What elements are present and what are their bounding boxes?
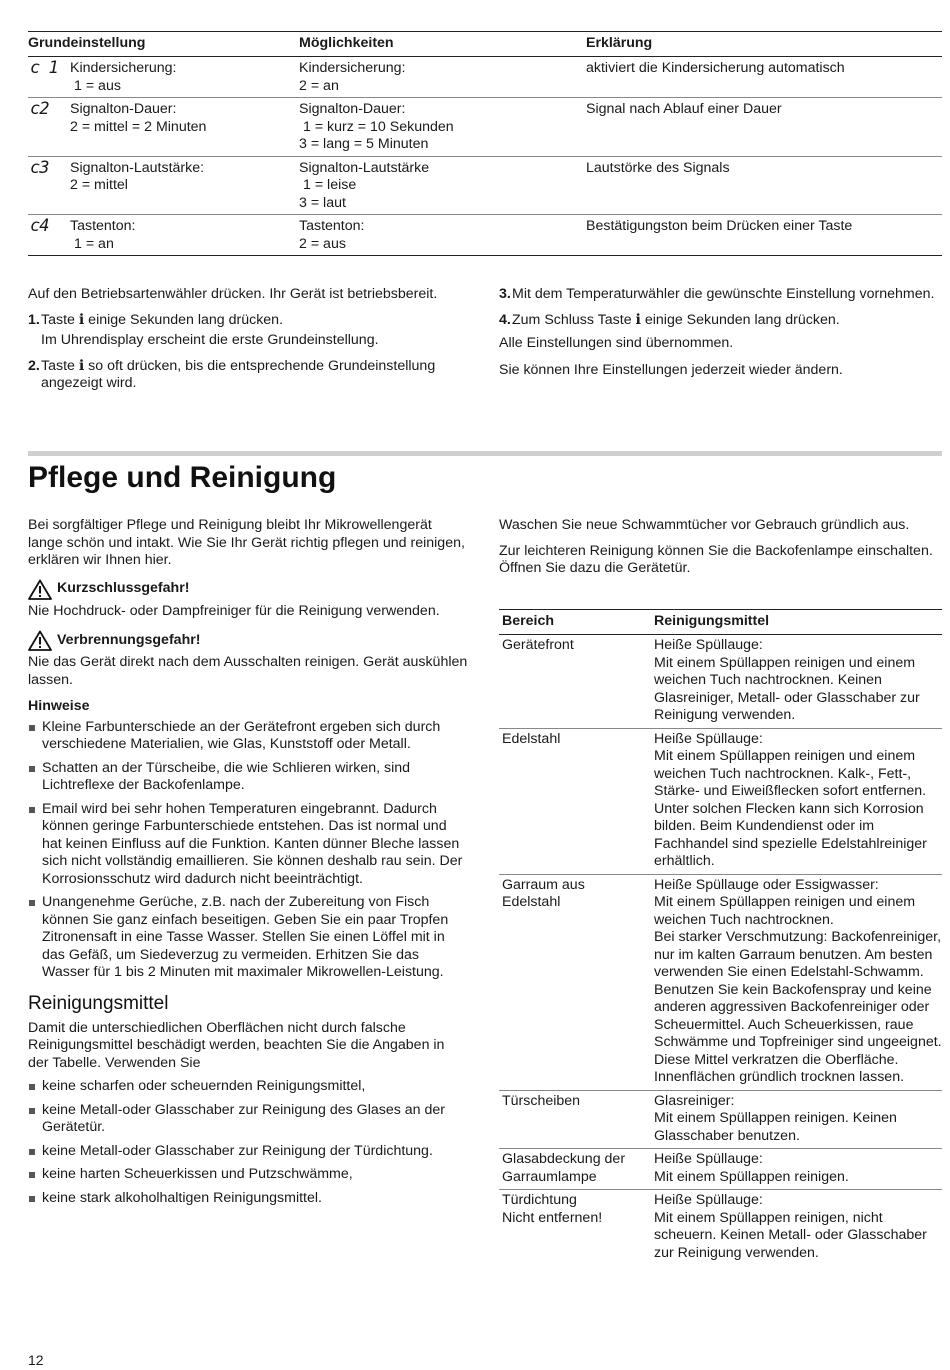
agent-cell: Heiße Spüllauge: Mit einem Spüllappen reinigen und einem weichen Tuch nachtrocknen. Keinen Glasreiniger, Metall- oder Glasschaber zur Reinigung verwenden. (654, 637, 920, 723)
instructions-note: Sie können Ihre Einstellungen jederzeit wieder ändern. (499, 361, 843, 378)
step-text: Taste ℹ einige Sekunden lang drücken. (41, 311, 284, 328)
instructions-done: Alle Einstellungen sind übernommen. (499, 335, 734, 351)
cleaning-heading: Reinigungsmittel (28, 992, 169, 1014)
option-value: 3 = lang = 5 Minuten (299, 136, 429, 152)
area-cell: Türscheiben (502, 1092, 581, 1109)
option-value: 1 = kurz = 10 Sekunden (303, 118, 454, 135)
care-left-column (28, 517, 468, 1207)
segment-code: c3 (30, 157, 49, 178)
setting-default: 1 = aus (74, 77, 121, 94)
header-agent: Reinigungsmittel (654, 613, 770, 630)
warning-text: Nie Hochdruck- oder Dampfreiniger für die Reinigung verwenden. (28, 602, 440, 619)
instruction-step (28, 312, 468, 350)
step-result: Im Uhrendisplay erscheint die erste Grundeinstellung. (41, 332, 379, 348)
page-number: 12 (28, 1352, 44, 1368)
section-divider (28, 451, 942, 456)
right-intro-text: Waschen Sie neue Schwammtücher vor Gebrauch gründlich aus. (499, 517, 910, 533)
setting-label: Kindersicherung: (70, 60, 177, 76)
setting-default: 2 = mittel = 2 Minuten (70, 118, 207, 135)
area-cell: Edelstahl (502, 730, 561, 747)
care-right-column (499, 517, 939, 578)
explanation: Signal nach Ablauf einer Dauer (586, 101, 782, 117)
cleaning-row (499, 1091, 942, 1150)
option-value: 2 = an (299, 77, 339, 94)
settings-row (28, 215, 942, 256)
instructions-intro: Auf den Betriebsartenwähler drücken. Ihr Gerät ist betriebsbereit. (28, 286, 438, 302)
settings-row (28, 57, 942, 98)
step-text: Taste ℹ so oft drücken, bis die entsprechende Grundeinstellung angezeigt wird. (41, 357, 436, 391)
hints-title: Hinweise (28, 698, 90, 714)
step-text: Zum Schluss Taste ℹ einige Sekunden lang drücken. (512, 311, 840, 328)
warning-title: Verbrennungsgefahr! (57, 631, 201, 648)
instructions-left (28, 286, 468, 393)
cleaning-row (499, 1149, 942, 1190)
avoid-item: keine scharfen oder scheuernden Reinigungsmittel, (28, 1078, 468, 1096)
header-options: Möglichkeiten (299, 35, 394, 52)
segment-code: c4 (30, 216, 49, 236)
hint-item: Email wird bei sehr hohen Temperaturen eingebrannt. Dadurch können geringe Farbunterschiede entstehen. Das ist normal und hat keinen Einfluss auf die Funktion. Kanten dünner Bleche lassen sich nicht vollständig emaillieren. Sie können deshalb rau sein. Der Korrosionsschutz wird dadurch nicht beeinträchtigt. (28, 801, 468, 889)
explanation: Bestätigungston beim Drücken einer Taste (586, 218, 853, 234)
cleaning-intro: Damit die unterschiedlichen Oberflächen nicht durch falsche Reinigungsmittel beschädigt werden, beachten Sie die Angaben in der Tabelle. Verwenden Sie (28, 1019, 445, 1071)
area-cell: Türdichtung Nicht entfernen! (502, 1192, 603, 1226)
cleaning-row (499, 635, 942, 729)
option-value: 3 = laut (299, 194, 346, 211)
setting-default: 2 = mittel (70, 177, 128, 193)
cleaning-table-header (499, 609, 942, 635)
setting-label: Tastenton: (70, 218, 136, 234)
warning-triangle-icon (28, 630, 52, 651)
step-number: 4. (499, 311, 511, 328)
step-number: 2. (28, 357, 40, 374)
option-value: 1 = leise (303, 177, 357, 193)
setting-label: Signalton-Dauer: (70, 101, 177, 117)
section-title: Pflege und Reinigung (28, 461, 337, 494)
settings-table (28, 31, 942, 256)
instructions-right (499, 278, 939, 379)
options-label: Signalton-Lautstärke (299, 159, 430, 176)
agent-cell: Heiße Spüllauge: Mit einem Spüllappen reinigen, nicht scheuern. Keinen Metall- oder Glasschaber zur Reinigung verwenden. (654, 1192, 927, 1261)
hint-item: Unangenehme Gerüche, z.B. nach der Zubereitung von Fisch können Sie ganz einfach beseitigen. Geben Sie ein paar Tropfen Zitronensaft in eine Tasse Wasser. Stellen Sie einen Löffel mit in das Gefäß, um Siedeverzug zu vermeiden. Erhitzen Sie das Wasser für 1 bis 2 Minuten mit maximaler Mikrowellen-Leistung. (28, 894, 468, 982)
settings-table-header (28, 31, 942, 57)
segment-code: c 1 (30, 58, 58, 78)
agent-cell: Heiße Spüllauge: Mit einem Spüllappen reinigen. (654, 1151, 849, 1185)
right-intro-text: Zur leichteren Reinigung können Sie die Backofenlampe einschalten. Öffnen Sie dazu die Gerätetür. (499, 542, 933, 576)
care-intro: Bei sorgfältiger Pflege und Reinigung bleibt Ihr Mikrowellengerät lange schön und intakt. Wie Sie Ihr Gerät richtig pflegen und reinigen, erklären wir Ihnen hier. (28, 517, 465, 568)
area-cell: Gerätefront (502, 637, 574, 653)
cleaning-table (499, 609, 942, 1265)
option-value: 2 = aus (299, 235, 346, 252)
header-explanation: Erklärung (586, 35, 653, 52)
avoid-item: keine Metall-oder Glasschaber zur Reinigung der Türdichtung. (28, 1143, 468, 1161)
setting-default: 1 = an (74, 235, 114, 252)
avoid-list (28, 1078, 468, 1207)
cleaning-row (499, 875, 942, 1091)
header-setting: Grundeinstellung (28, 35, 146, 52)
hint-item: Kleine Farbunterschiede an der Gerätefront ergeben sich durch verschiedene Materialien, wie Glas, Kunststoff oder Metall. (28, 719, 468, 754)
options-label: Kindersicherung: (299, 60, 406, 76)
warning-heading (28, 579, 468, 600)
header-area: Bereich (502, 613, 555, 630)
warning-triangle-icon (28, 579, 52, 600)
hint-item: Schatten an der Türscheibe, die wie Schlieren wirken, sind Lichtreflexe der Backofenlampe. (28, 760, 468, 795)
explanation: aktiviert die Kindersicherung automatisch (586, 60, 845, 76)
warning-heading (28, 630, 468, 651)
cleaning-row (499, 729, 942, 875)
settings-row (28, 157, 942, 216)
setting-label: Signalton-Lautstärke: (70, 159, 205, 176)
avoid-item: keine stark alkoholhaltigen Reinigungsmittel. (28, 1190, 468, 1208)
agent-cell: Heiße Spüllauge oder Essigwasser: Mit einem Spüllappen reinigen und einem weichen Tuch nachtrocknen. Bei starker Verschmutzung: Backofenreiniger, nur im kalten Garraum benutzen. Am besten verwenden Sie einen Edelstahl-Schwamm. Benutzen Sie kein Backofenspray und keine anderen aggressiven Backofenreiniger oder Scheuermittel. Auch Scheuerkissen, raue Schwämme und Topfreiniger sind ungeeignet. Diese Mittel verkratzen die Oberfläche. Innenflächen gründlich trocknen lassen. (654, 876, 942, 1085)
hints-list (28, 719, 468, 982)
agent-cell: Glasreiniger: Mit einem Spüllappen reinigen. Keinen Glasschaber benutzen. (654, 1092, 897, 1144)
warning-text: Nie das Gerät direkt nach dem Ausschalten reinigen. Gerät auskühlen lassen. (28, 654, 468, 688)
segment-code: c2 (30, 99, 49, 119)
instruction-step (499, 312, 939, 330)
instruction-step (499, 286, 939, 304)
step-text: Mit dem Temperaturwähler die gewünschte Einstellung vornehmen. (512, 286, 935, 302)
warning-title: Kurzschlussgefahr! (57, 580, 190, 597)
explanation: Lautstörke des Signals (586, 159, 730, 176)
settings-row (28, 98, 942, 157)
options-label: Signalton-Dauer: (299, 101, 406, 117)
step-number: 1. (28, 311, 40, 328)
step-number: 3. (499, 286, 511, 302)
area-cell: Glasabdeckung der Garraumlampe (502, 1151, 626, 1185)
instruction-step (28, 358, 468, 393)
options-label: Tastenton: (299, 218, 365, 234)
avoid-item: keine harten Scheuerkissen und Putzschwämme, (28, 1166, 468, 1184)
area-cell: Garraum aus Edelstahl (502, 876, 585, 910)
agent-cell: Heiße Spüllauge: Mit einem Spüllappen reinigen und einem weichen Tuch nachtrocknen. Kalk-, Fett-, Stärke- und Eiweißflecken sofort entfernen. Unter solchen Flecken kann sich Korrosion bilden. Beim Kundendienst oder im Fachhandel sind spezielle Edelstahlreiniger erhältlich. (654, 730, 927, 869)
cleaning-row (499, 1190, 942, 1265)
avoid-item: keine Metall-oder Glasschaber zur Reinigung des Glases an der Gerätetür. (28, 1102, 468, 1137)
